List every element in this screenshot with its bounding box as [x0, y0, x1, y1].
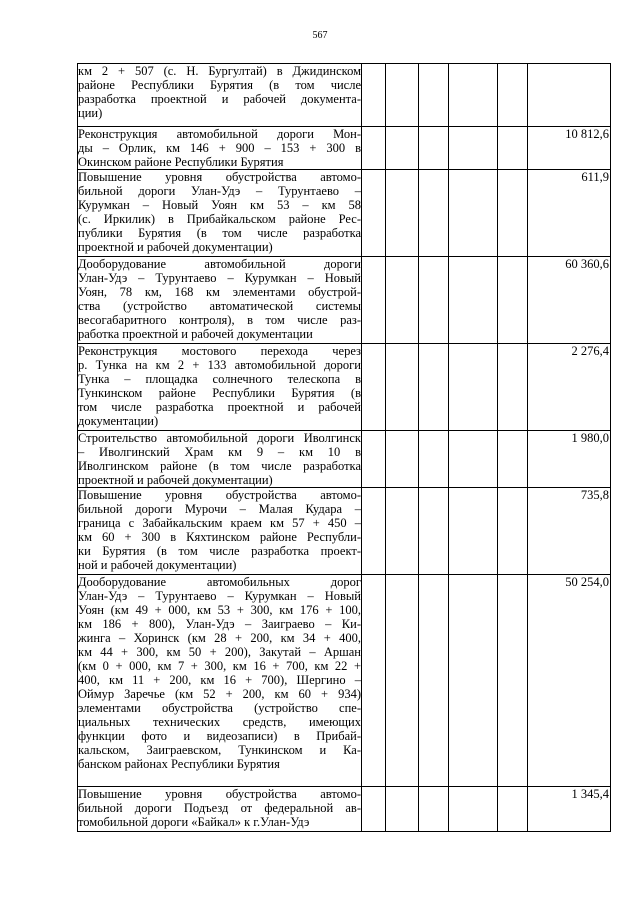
empty-cell [498, 257, 528, 344]
empty-cell [386, 787, 419, 832]
description-line: функции фото и видеозаписи) в Прибай- [78, 729, 361, 743]
empty-cell [498, 170, 528, 257]
description-line: р. Тунка на км 2 + 133 автомобильной дороги [78, 358, 361, 372]
empty-cell [386, 344, 419, 431]
project-description [78, 257, 362, 344]
empty-cell [498, 787, 528, 832]
description-line: том числе разработка проектной и рабочей [78, 400, 361, 414]
empty-cell [449, 575, 498, 787]
description-line: Улан-Удэ – Турунтаево – Курумкан – Новый [78, 589, 361, 603]
empty-cell [419, 257, 449, 344]
empty-cell [386, 431, 419, 488]
empty-cell [498, 575, 528, 787]
description-line: Реконструкция мостового перехода через [78, 344, 361, 358]
description-line: Повышение уровня обустройства автомо- [78, 170, 361, 184]
empty-cell [419, 488, 449, 575]
description-line: км 60 + 300 в Кяхтинском районе Республи- [78, 530, 361, 544]
project-description [78, 787, 362, 832]
description-line: Улан-Удэ – Турунтаево – Курумкан – Новый [78, 271, 361, 285]
description-line: км 44 + 300, км 50 + 200), Закутай – Аршан [78, 645, 361, 659]
empty-cell [419, 575, 449, 787]
description-line: Уоян (км 49 + 000, км 53 + 300, км 176 + 100, [78, 603, 361, 617]
amount-cell: 10 812,6 [528, 127, 611, 170]
description-line: элементами обустройства (устройство спе- [78, 701, 361, 715]
empty-cell [498, 344, 528, 431]
description-line: Оймур Заречье (км 52 + 200, км 60 + 934) [78, 687, 361, 701]
description-line: бильной дороги Улан-Удэ – Турунтаево – [78, 184, 361, 198]
empty-cell [362, 488, 386, 575]
description-line: 400, км 11 + 200, км 16 + 700), Шергино – [78, 673, 361, 687]
empty-cell [362, 787, 386, 832]
description-line: км 186 + 800), Улан-Удэ – Заиграево – Ки- [78, 617, 361, 631]
amount-cell: 60 360,6 [528, 257, 611, 344]
description-line: проектной и рабочей документации) [78, 473, 273, 487]
amount-cell: 1 345,4 [528, 787, 611, 832]
empty-cell [362, 257, 386, 344]
empty-cell [419, 127, 449, 170]
project-description [78, 64, 362, 127]
description-line: Повышение уровня обустройства автомо- [78, 787, 361, 801]
description-line: циальных технических средств, имеющих [78, 715, 361, 729]
table-row [78, 431, 611, 488]
table-row [78, 170, 611, 257]
description-line: весогабаритного контроля), в том числе раз- [78, 313, 361, 327]
project-description [78, 575, 362, 787]
empty-cell [386, 170, 419, 257]
description-line: работка проектной и рабочей документации [78, 327, 313, 341]
empty-cell [362, 431, 386, 488]
description-line: документации) [78, 414, 159, 428]
empty-cell [419, 344, 449, 431]
empty-cell [498, 64, 528, 127]
empty-cell [449, 431, 498, 488]
empty-cell [362, 575, 386, 787]
description-line: (км 0 + 000, км 7 + 300, км 16 + 700, км 22 + [78, 659, 361, 673]
description-line: (с. Иркилик) в Прибайкальском районе Рес- [78, 212, 361, 226]
project-description [78, 127, 362, 170]
description-line: – Иволгинский Храм км 9 – км 10 в [78, 445, 361, 459]
description-line: банском районах Республики Бурятия [78, 757, 280, 771]
description-line: жинга – Хоринск (км 28 + 200, км 34 + 400, [78, 631, 361, 645]
description-line: граница с Забайкальским краем км 57 + 450 – [78, 516, 361, 530]
table-row [78, 257, 611, 344]
amount-cell [528, 64, 611, 127]
amount-cell: 50 254,0 [528, 575, 611, 787]
description-line: Дооборудование автомобильных дорог [78, 575, 361, 589]
description-line: проектной и рабочей документации) [78, 240, 273, 254]
amount-cell: 611,9 [528, 170, 611, 257]
amount-cell: 1 980,0 [528, 431, 611, 488]
description-line: бильной дороги Подъезд от федеральной ав- [78, 801, 361, 815]
description-line: Окинском районе Республики Бурятия [78, 155, 284, 169]
empty-cell [386, 488, 419, 575]
empty-cell [449, 170, 498, 257]
description-line: ды – Орлик, км 146 + 900 – 153 + 300 в [78, 141, 361, 155]
description-line: Курумкан – Новый Уоян км 53 – км 58 [78, 198, 361, 212]
table-row [78, 344, 611, 431]
description-line: км 2 + 507 (с. Н. Бургултай) в Джидинском [78, 64, 361, 78]
empty-cell [386, 575, 419, 787]
empty-cell [449, 257, 498, 344]
empty-cell [362, 64, 386, 127]
empty-cell [449, 344, 498, 431]
description-line: ной и рабочей документации) [78, 558, 237, 572]
empty-cell [498, 127, 528, 170]
description-line: Тункинском районе Республики Бурятия (в [78, 386, 361, 400]
description-line: разработка проектной и рабочей документа- [78, 92, 361, 106]
description-line: Дооборудование автомобильной дороги [78, 257, 361, 271]
empty-cell [362, 127, 386, 170]
table-row [78, 127, 611, 170]
description-line: Повышение уровня обустройства автомо- [78, 488, 361, 502]
empty-cell [419, 170, 449, 257]
project-description [78, 170, 362, 257]
description-line: бильной дороги Мурочи – Малая Кудара – [78, 502, 361, 516]
description-line: Реконструкция автомобильной дороги Мон- [78, 127, 361, 141]
empty-cell [449, 488, 498, 575]
description-line: ства (устройство автоматической системы [78, 299, 361, 313]
description-line: кальском, Заиграевском, Тункинском и Ка- [78, 743, 361, 757]
empty-cell [386, 127, 419, 170]
page-number: 567 [312, 30, 328, 41]
table-row [78, 488, 611, 575]
empty-cell [386, 64, 419, 127]
empty-cell [419, 431, 449, 488]
empty-cell [449, 64, 498, 127]
description-line: Тунка – площадка солнечного телескопа в [78, 372, 361, 386]
description-line: ки Бурятия (в том числе разработка проект- [78, 544, 361, 558]
description-line: районе Республики Бурятия (в том числе [78, 78, 361, 92]
empty-cell [362, 344, 386, 431]
description-line: Уоян, 78 км, 168 км элементами обустрой- [78, 285, 361, 299]
empty-cell [498, 431, 528, 488]
description-line: Строительство автомобильной дороги Иволгинск [78, 431, 361, 445]
description-line: Иволгинском районе (в том числе разработка [78, 459, 361, 473]
description-line: ции) [78, 106, 103, 120]
project-description [78, 344, 362, 431]
empty-cell [449, 787, 498, 832]
empty-cell [419, 787, 449, 832]
project-description [78, 488, 362, 575]
description-line: публики Бурятия (в том числе разработка [78, 226, 361, 240]
table-row [78, 64, 611, 127]
project-description [78, 431, 362, 488]
table-row [78, 575, 611, 787]
description-line: томобильной дороги «Байкал» к г.Улан-Удэ [78, 815, 310, 829]
empty-cell [498, 488, 528, 575]
table-row [78, 787, 611, 832]
budget-table [77, 63, 611, 832]
empty-cell [386, 257, 419, 344]
amount-cell: 2 276,4 [528, 344, 611, 431]
amount-cell: 735,8 [528, 488, 611, 575]
empty-cell [449, 127, 498, 170]
empty-cell [419, 64, 449, 127]
empty-cell [362, 170, 386, 257]
